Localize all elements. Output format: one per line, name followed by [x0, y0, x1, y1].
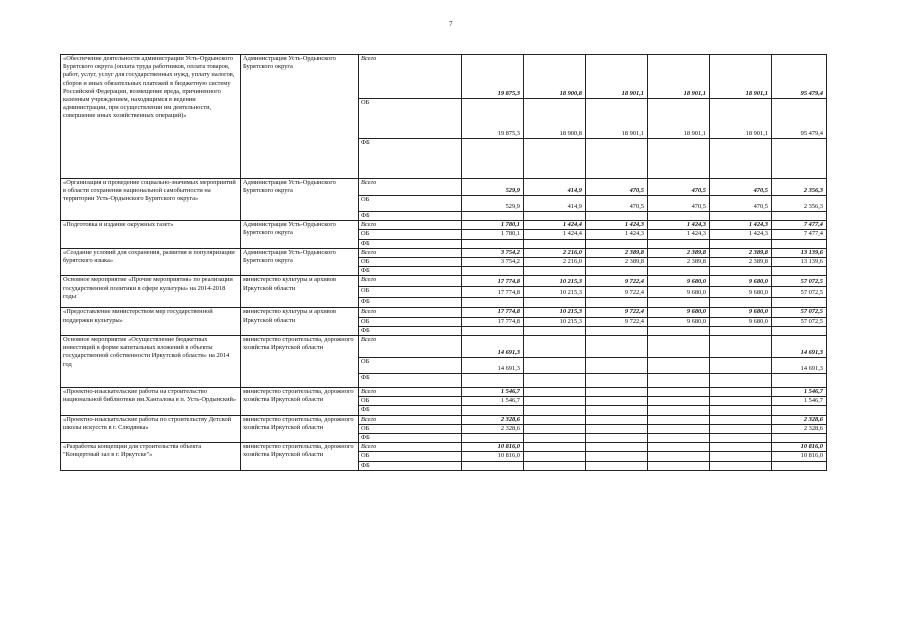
year-value: 9 680,0 [648, 287, 710, 298]
funding-source: ФБ [359, 406, 462, 415]
executor-name: Администрация Усть-Ордынского Бурятского округа [241, 221, 359, 249]
year-value: 19 875,3 [462, 55, 524, 99]
year-value: 10 215,3 [524, 317, 586, 326]
funding-source: ФБ [359, 374, 462, 388]
year-value [710, 336, 772, 358]
year-value [710, 461, 772, 470]
executor-name: министерство строительства, дорожного хозяйства Иркутской области [241, 443, 359, 471]
year-value: 414,9 [524, 196, 586, 212]
year-value: 10 215,3 [524, 308, 586, 317]
year-value [586, 298, 648, 308]
year-value [586, 443, 648, 452]
year-value [524, 406, 586, 415]
total-value: 7 477,4 [772, 230, 827, 239]
year-value [586, 424, 648, 433]
year-value [524, 336, 586, 358]
total-value [772, 326, 827, 335]
year-value [586, 326, 648, 335]
year-value [524, 326, 586, 335]
year-value: 2 216,0 [524, 248, 586, 257]
total-value: 57 072,5 [772, 308, 827, 317]
total-value: 2 356,3 [772, 179, 827, 196]
funding-source: Всего [359, 179, 462, 196]
year-value: 9 722,4 [586, 287, 648, 298]
funding-source: Всего [359, 308, 462, 317]
year-value: 18 900,8 [524, 99, 586, 139]
year-value [648, 434, 710, 443]
year-value: 470,5 [648, 196, 710, 212]
year-value: 17 774,8 [462, 276, 524, 287]
measure-name: «Предоставление министерством мер государственной поддержки культуры» [61, 308, 241, 336]
table-body [61, 55, 827, 471]
total-value [772, 267, 827, 276]
year-value [462, 326, 524, 335]
year-value [586, 212, 648, 221]
year-value: 2 328,6 [462, 415, 524, 424]
page-number: 7 [449, 20, 453, 28]
total-value: 13 139,6 [772, 258, 827, 267]
year-value: 17 774,8 [462, 308, 524, 317]
executor-name: Администрация Усть-Ордынского Бурятского округа [241, 55, 359, 179]
total-value: 13 139,6 [772, 248, 827, 257]
year-value: 1 780,1 [462, 221, 524, 230]
executor-name: министерство культуры и архивов Иркутской области [241, 308, 359, 336]
total-value: 95 479,4 [772, 99, 827, 139]
funding-source: ОБ [359, 424, 462, 433]
total-value [772, 212, 827, 221]
year-value: 2 328,6 [462, 424, 524, 433]
year-value [462, 434, 524, 443]
year-value [648, 443, 710, 452]
year-value: 9 722,4 [586, 276, 648, 287]
year-value [524, 443, 586, 452]
year-value: 9 680,0 [648, 276, 710, 287]
year-value [710, 298, 772, 308]
year-value [462, 267, 524, 276]
year-value: 3 754,2 [462, 258, 524, 267]
year-value [524, 212, 586, 221]
table-row [61, 221, 827, 230]
year-value: 18 901,1 [710, 99, 772, 139]
year-value [524, 358, 586, 374]
year-value [586, 397, 648, 406]
year-value [710, 239, 772, 248]
year-value [710, 139, 772, 179]
funding-source: ФБ [359, 298, 462, 308]
year-value [586, 336, 648, 358]
funding-source: ФБ [359, 434, 462, 443]
year-value [524, 388, 586, 397]
year-value: 1 424,4 [524, 230, 586, 239]
year-value [586, 139, 648, 179]
year-value: 1 780,1 [462, 230, 524, 239]
year-value [462, 298, 524, 308]
year-value [462, 212, 524, 221]
year-value [648, 358, 710, 374]
table-row [61, 55, 827, 99]
executor-name: министерство строительства, дорожного хозяйства Иркутской области [241, 336, 359, 388]
total-value: 2 328,6 [772, 424, 827, 433]
year-value [710, 406, 772, 415]
year-value: 2 389,8 [648, 248, 710, 257]
year-value: 1 424,3 [648, 230, 710, 239]
year-value [648, 406, 710, 415]
measure-name: «Проектно-изыскательские работы на строительство национальной библиотеки им.Хангалова в п. Усть-Ордынский» [61, 388, 241, 416]
funding-source: ОБ [359, 99, 462, 139]
year-value [524, 374, 586, 388]
measure-name: «Создание условий для сохранения, развития и популяризации бурятского языка» [61, 248, 241, 276]
funding-source: Всего [359, 221, 462, 230]
funding-source: Всего [359, 55, 462, 99]
total-value: 2 356,3 [772, 196, 827, 212]
total-value [772, 239, 827, 248]
funding-source: ОБ [359, 317, 462, 326]
funding-source: Всего [359, 276, 462, 287]
year-value: 2 389,8 [586, 258, 648, 267]
year-value: 1 546,7 [462, 388, 524, 397]
year-value [462, 139, 524, 179]
year-value: 414,9 [524, 179, 586, 196]
year-value: 10 816,0 [462, 452, 524, 461]
table-row [61, 308, 827, 317]
year-value [710, 424, 772, 433]
table-row [61, 179, 827, 196]
year-value [524, 461, 586, 470]
total-value: 14 691,3 [772, 358, 827, 374]
year-value [586, 267, 648, 276]
year-value: 470,5 [586, 179, 648, 196]
year-value: 470,5 [586, 196, 648, 212]
year-value [710, 374, 772, 388]
year-value: 17 774,8 [462, 287, 524, 298]
year-value: 18 900,8 [524, 55, 586, 99]
measure-name: Основное мероприятие «Осуществление бюджетных инвестиций в форме капитальных вложений в объекты государственной собственности Иркутской области» на 2014 год [61, 336, 241, 388]
year-value: 9 680,0 [648, 308, 710, 317]
total-value [772, 298, 827, 308]
year-value: 14 691,3 [462, 336, 524, 358]
year-value [648, 374, 710, 388]
funding-source: ОБ [359, 258, 462, 267]
total-value: 95 479,4 [772, 55, 827, 99]
executor-name: министерство культуры и архивов Иркутской области [241, 276, 359, 308]
year-value [648, 397, 710, 406]
year-value: 470,5 [710, 196, 772, 212]
year-value [710, 452, 772, 461]
year-value [710, 415, 772, 424]
year-value: 470,5 [648, 179, 710, 196]
year-value [710, 326, 772, 335]
year-value [586, 461, 648, 470]
year-value [586, 452, 648, 461]
table-row [61, 248, 827, 257]
year-value: 1 424,3 [586, 221, 648, 230]
year-value: 18 901,1 [648, 55, 710, 99]
total-value: 10 816,0 [772, 452, 827, 461]
table-row [61, 276, 827, 287]
year-value: 1 424,3 [710, 221, 772, 230]
total-value: 2 328,6 [772, 415, 827, 424]
year-value [648, 461, 710, 470]
total-value: 7 477,4 [772, 221, 827, 230]
funding-source: ОБ [359, 358, 462, 374]
year-value: 10 816,0 [462, 443, 524, 452]
funding-source: ФБ [359, 326, 462, 335]
measure-name: «Проектно-изыскательские работы по строительству Детской школы искусств в г. Слюдянка» [61, 415, 241, 443]
total-value: 1 546,7 [772, 397, 827, 406]
total-value: 14 691,3 [772, 336, 827, 358]
executor-name: министерство строительства, дорожного хозяйства Иркутской области [241, 388, 359, 416]
funding-source: ОБ [359, 397, 462, 406]
year-value [648, 326, 710, 335]
total-value [772, 461, 827, 470]
year-value [710, 397, 772, 406]
total-value [772, 406, 827, 415]
year-value [586, 358, 648, 374]
year-value [524, 397, 586, 406]
year-value: 3 754,2 [462, 248, 524, 257]
year-value [710, 267, 772, 276]
year-value [524, 434, 586, 443]
year-value: 2 389,8 [710, 248, 772, 257]
year-value: 9 680,0 [710, 276, 772, 287]
year-value: 18 901,1 [586, 55, 648, 99]
year-value [586, 239, 648, 248]
year-value [648, 388, 710, 397]
year-value [710, 358, 772, 374]
funding-source: ФБ [359, 212, 462, 221]
total-value: 57 072,5 [772, 287, 827, 298]
year-value [648, 336, 710, 358]
year-value: 9 722,4 [586, 308, 648, 317]
year-value: 19 875,3 [462, 99, 524, 139]
table-row [61, 443, 827, 452]
year-value [524, 424, 586, 433]
funding-source: Всего [359, 415, 462, 424]
year-value: 9 680,0 [710, 317, 772, 326]
year-value: 18 901,1 [648, 99, 710, 139]
year-value [586, 374, 648, 388]
funding-source: Всего [359, 443, 462, 452]
table-row [61, 388, 827, 397]
year-value: 14 691,3 [462, 358, 524, 374]
funding-source: Всего [359, 388, 462, 397]
measure-name: «Организация и проведение социально-значимых мероприятий в области сохранения национальной самобытности на территории Усть-Ордынского Бурятского округа» [61, 179, 241, 221]
year-value [524, 415, 586, 424]
funding-source: ФБ [359, 461, 462, 470]
funding-source: ОБ [359, 230, 462, 239]
year-value [648, 424, 710, 433]
total-value [772, 434, 827, 443]
year-value [586, 406, 648, 415]
year-value [462, 406, 524, 415]
year-value: 529,9 [462, 196, 524, 212]
year-value: 2 216,0 [524, 258, 586, 267]
total-value: 57 072,5 [772, 317, 827, 326]
total-value: 1 546,7 [772, 388, 827, 397]
year-value [586, 434, 648, 443]
year-value: 2 389,8 [586, 248, 648, 257]
year-value [648, 239, 710, 248]
year-value: 1 424,3 [648, 221, 710, 230]
year-value [462, 461, 524, 470]
table-row [61, 415, 827, 424]
year-value [648, 415, 710, 424]
year-value: 9 680,0 [710, 308, 772, 317]
measure-name: «Разработка концепции для строительства объекта "Концертный зал в г. Иркутске"» [61, 443, 241, 471]
executor-name: Администрация Усть-Ордынского Бурятского округа [241, 179, 359, 221]
year-value: 18 901,1 [710, 55, 772, 99]
total-value [772, 139, 827, 179]
year-value [648, 139, 710, 179]
year-value [524, 298, 586, 308]
table-row [61, 336, 827, 358]
year-value: 2 389,8 [648, 258, 710, 267]
executor-name: Администрация Усть-Ордынского Бурятского округа [241, 248, 359, 276]
funding-source: Всего [359, 336, 462, 358]
measure-name: Основное мероприятие «Прочие мероприятия» по реализации государственной политики в сфере культуры» на 2014-2018 годы [61, 276, 241, 308]
budget-table [60, 54, 827, 471]
year-value [524, 267, 586, 276]
year-value: 2 389,8 [710, 258, 772, 267]
total-value: 10 816,0 [772, 443, 827, 452]
year-value [710, 212, 772, 221]
year-value: 17 774,8 [462, 317, 524, 326]
year-value [524, 139, 586, 179]
year-value [524, 452, 586, 461]
year-value [710, 434, 772, 443]
year-value [462, 374, 524, 388]
year-value: 1 424,3 [586, 230, 648, 239]
funding-source: Всего [359, 248, 462, 257]
year-value: 18 901,1 [586, 99, 648, 139]
year-value: 10 215,3 [524, 276, 586, 287]
year-value [586, 415, 648, 424]
funding-source: ФБ [359, 239, 462, 248]
measure-name: «Подготовка и издание окружных газет» [61, 221, 241, 249]
total-value: 57 072,5 [772, 276, 827, 287]
year-value [648, 267, 710, 276]
year-value [710, 443, 772, 452]
funding-source: ОБ [359, 196, 462, 212]
year-value: 9 722,4 [586, 317, 648, 326]
year-value: 9 680,0 [710, 287, 772, 298]
total-value [772, 374, 827, 388]
year-value [586, 388, 648, 397]
year-value [524, 239, 586, 248]
year-value: 10 215,3 [524, 287, 586, 298]
year-value: 9 680,0 [648, 317, 710, 326]
funding-source: ОБ [359, 287, 462, 298]
year-value [648, 452, 710, 461]
executor-name: министерство строительства, дорожного хозяйства Иркутской области [241, 415, 359, 443]
year-value: 1 424,4 [524, 221, 586, 230]
year-value: 1 424,3 [710, 230, 772, 239]
funding-source: ФБ [359, 139, 462, 179]
year-value: 470,5 [710, 179, 772, 196]
funding-source: ОБ [359, 452, 462, 461]
funding-source: ФБ [359, 267, 462, 276]
year-value [710, 388, 772, 397]
year-value [648, 298, 710, 308]
year-value [462, 239, 524, 248]
measure-name: «Обеспечение деятельности администрации Усть-Ордынского Бурятского округа (оплата труда работников, оплата товаров, работ, услуг, услуг для государственных нужд, уплату налогов, сборов и иных обязательных платежей в бюджетную систему Российской Федерации, возмещение вреда, причиненного казенным учреждением, находящимся в ведении администрации, при осуществлении им деятельности, совершение иных хозяйственных операций)» [61, 55, 241, 179]
year-value: 1 546,7 [462, 397, 524, 406]
year-value: 529,9 [462, 179, 524, 196]
year-value [648, 212, 710, 221]
